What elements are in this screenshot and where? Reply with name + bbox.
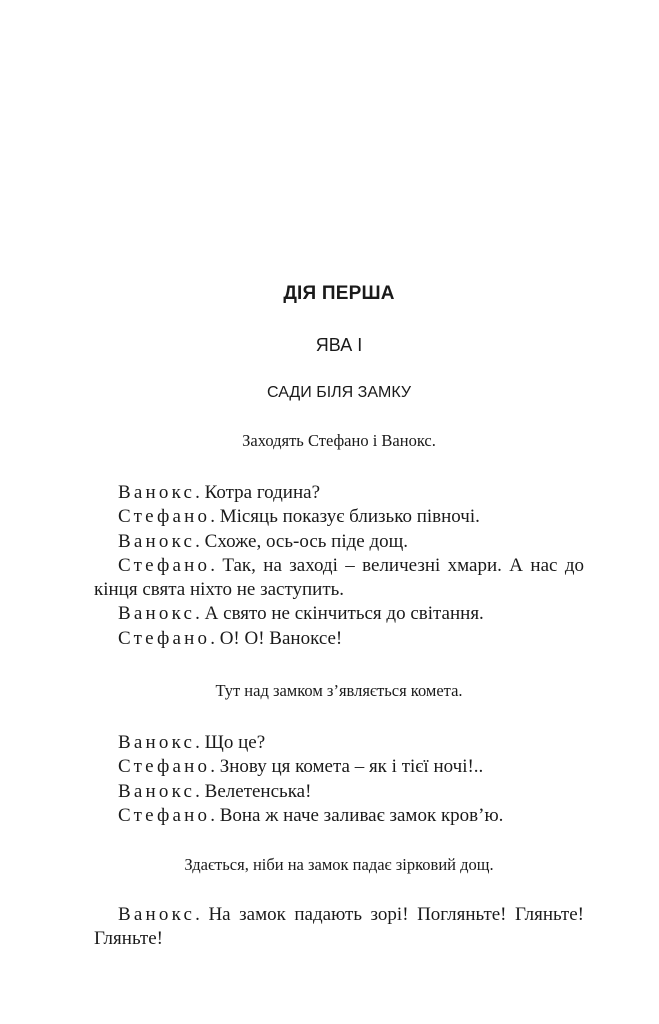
dialogue-line (94, 602, 584, 626)
dialogue-line (94, 780, 584, 804)
speech-text: . Знову ця комета – як і тієї ночі!.. (210, 756, 484, 778)
dialogue-line (94, 903, 584, 952)
speech-text: . А свято не скінчиться до світання. (195, 603, 484, 625)
speech-text: . Місяць показує близько півночі. (210, 506, 480, 528)
dialogue-line (94, 755, 584, 779)
dialogue-line (94, 505, 584, 529)
act-title: ДІЯ ПЕРША (283, 283, 395, 304)
speech-text: . На замок падають зорі! Погляньте! Гляньте! Гляньте! (94, 904, 584, 950)
speech-text: . Схоже, ось-ось піде дощ. (195, 530, 409, 552)
speech-text: . Велетенська! (195, 780, 312, 802)
dialogue-line (94, 627, 584, 651)
speech-text: . Вона ж наче заливає замок кров’ю. (210, 804, 504, 826)
dialogue-block-2 (94, 731, 584, 828)
dialogue-line (94, 530, 584, 554)
stage-direction: Здається, ніби на замок падає зірковий дощ. (184, 855, 494, 874)
speaker-name: Стефано (118, 804, 211, 826)
speech-text: . Так, на заході – величезні хмари. А нас до кінця свята ніхто не заступить. (94, 554, 584, 601)
speaker-name: Ванокс (118, 904, 196, 925)
speech-text: . О! О! Ваноксе! (210, 627, 343, 649)
dialogue-line (94, 804, 584, 828)
speaker-name: Стефано (118, 506, 211, 528)
speaker-name: Ванокс (118, 732, 196, 753)
speaker-name: Ванокс (118, 780, 196, 802)
scene-setting: САДИ БІЛЯ ЗАМКУ (267, 384, 411, 401)
speaker-name: Стефано (118, 627, 211, 649)
dialogue-line (94, 731, 584, 755)
book-page (94, 0, 584, 1024)
speech-text: . Котра година? (195, 482, 321, 503)
speaker-name: Ванокс (118, 603, 196, 625)
dialogue-line (94, 554, 584, 603)
stage-direction: Тут над замком з’являється комета. (215, 681, 463, 700)
dialogue-block-3 (94, 903, 584, 952)
speech-text: . Що це? (195, 732, 266, 753)
dialogue-line (94, 481, 584, 505)
stage-direction: Заходять Стефано і Ванокс. (242, 431, 436, 450)
speaker-name: Стефано (118, 756, 211, 778)
dialogue-block-1 (94, 481, 584, 651)
speaker-name: Ванокс (118, 530, 196, 552)
scene-title: ЯВА І (315, 335, 363, 355)
speaker-name: Ванокс (118, 482, 196, 503)
speaker-name: Стефано (118, 554, 211, 576)
